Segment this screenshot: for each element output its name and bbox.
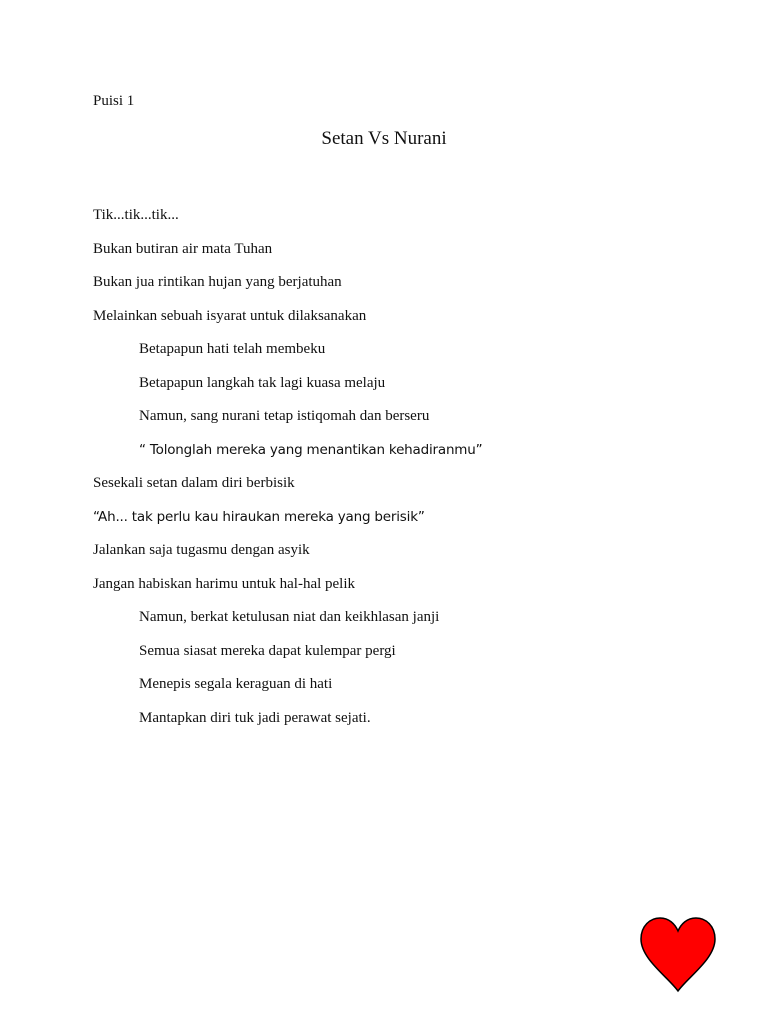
poem-line: Melainkan sebuah isyarat untuk dilaksanakan (93, 307, 367, 324)
poem-line: Betapapun langkah tak lagi kuasa melaju (139, 374, 386, 391)
poem-number-label: Puisi 1 (93, 93, 135, 109)
poem-title: Setan Vs Nurani (321, 128, 447, 149)
poem-line: Namun, berkat ketulusan niat dan keikhlasan janji (139, 609, 440, 625)
heart-icon (638, 915, 718, 995)
poem-line: Sesekali setan dalam diri berbisik (93, 475, 295, 491)
poem-line: Jalankan saja tugasmu dengan asyik (93, 542, 310, 558)
poem-line: Jangan habiskan harimu untuk hal-hal pelik (93, 575, 356, 592)
poem-line: “Ah... tak perlu kau hiraukan mereka yang berisik” (93, 508, 425, 525)
poem-line: Menepis segala keraguan di hati (139, 676, 333, 692)
poem-line: Bukan jua rintikan hujan yang berjatuhan (93, 274, 342, 290)
poem-line: Betapapun hati telah membeku (139, 341, 326, 357)
poem-line: Bukan butiran air mata Tuhan (93, 240, 273, 257)
poem-line: Namun, sang nurani tetap istiqomah dan berseru (139, 408, 430, 424)
poem-line: “ Tolonglah mereka yang menantikan kehadiranmu” (139, 441, 483, 458)
poem-body (93, 206, 713, 742)
poem-line: Semua siasat mereka dapat kulempar pergi (139, 642, 396, 659)
heart-shape (641, 918, 715, 991)
poem-line: Mantapkan diri tuk jadi perawat sejati. (139, 709, 371, 726)
poem-line: Tik...tik...tik... (93, 207, 179, 223)
